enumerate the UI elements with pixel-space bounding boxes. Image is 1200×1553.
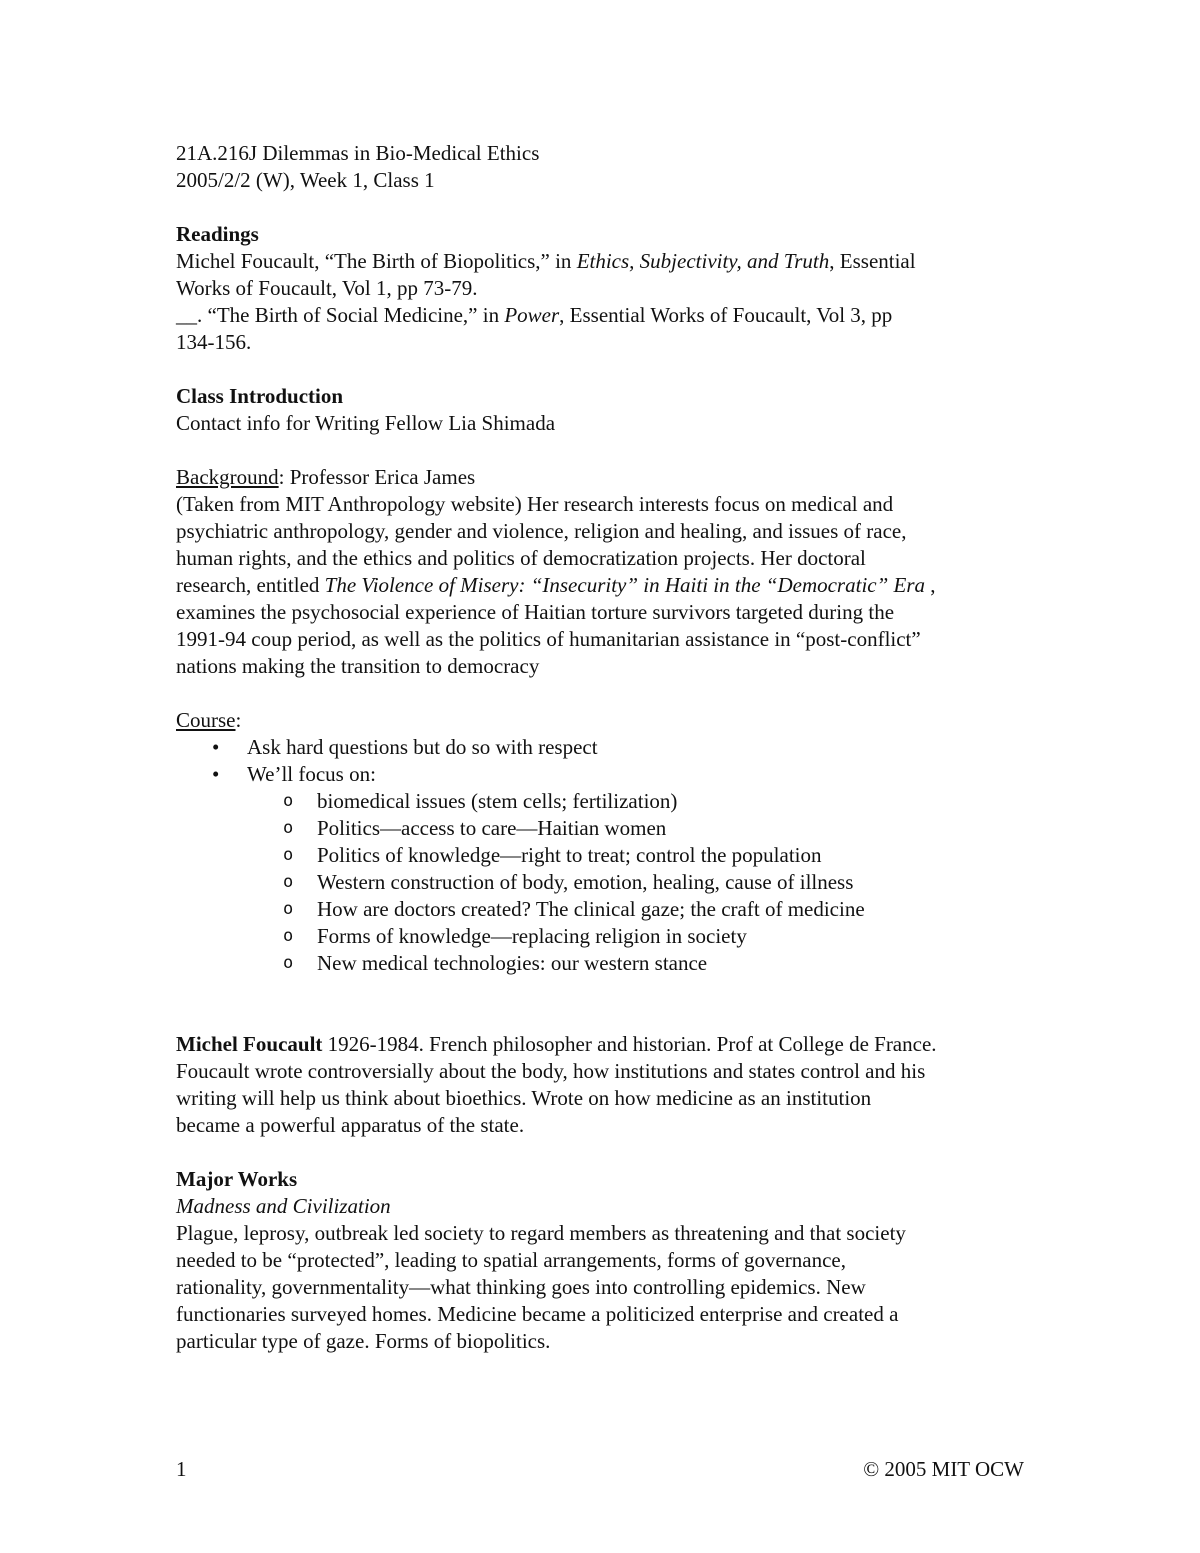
subtopic-text: Politics of knowledge—right to treat; control the population [317,843,822,867]
background-text-7: nations making the transition to democracy [176,654,540,678]
circle-bullet-icon: o [283,791,294,811]
circle-bullet-icon: o [283,872,294,892]
background-professor: : Professor Erica James [278,465,476,489]
document-body [176,140,1046,1355]
bullet-icon: • [212,762,220,786]
session-date: 2005/2/2 (W), Week 1, Class 1 [176,168,435,192]
list-item [176,923,1046,950]
major-works-heading: Major Works [176,1167,298,1191]
work-text-3: rationality, governmentality—what thinking goes into controlling epidemics. New [176,1275,866,1299]
list-item [176,815,1046,842]
circle-bullet-icon: o [283,953,294,973]
copyright-notice: © 2005 MIT OCW [863,1457,1024,1481]
background-text-4b: , [925,573,936,597]
course-line [176,707,1046,734]
background-text-4a: research, entitled [176,573,325,597]
circle-bullet-icon: o [283,818,294,838]
circle-bullet-icon: o [283,899,294,919]
reading-2-book-title: Power [504,303,560,327]
spacer [176,437,1046,464]
background-text-3: human rights, and the ethics and politics of democratization projects. Her doctoral [176,546,866,570]
list-item [176,896,1046,923]
course-label: Course [176,708,236,732]
subtopic-text: Western construction of body, emotion, healing, cause of illness [317,870,854,894]
reading-1-line-1 [176,248,1046,275]
reading-2-line-2: 134-156. [176,330,252,354]
foucault-line-4: became a powerful apparatus of the state. [176,1113,525,1137]
background-text-5: examines the psychosocial experience of Haitian torture survivors targeted during the [176,600,895,624]
background-line [176,464,1046,491]
readings-heading: Readings [176,222,259,246]
subtopic-text: Forms of knowledge—replacing religion in society [317,924,747,948]
reading-2-text-end: , Essential Works of Foucault, Vol 3, pp [559,303,893,327]
reading-2-text: __. “The Birth of Social Medicine,” in [176,303,505,327]
spacer [176,194,1046,221]
list-item [176,761,1046,788]
course-title: 21A.216J Dilemmas in Bio-Medical Ethics [176,141,540,165]
circle-bullet-icon: o [283,926,294,946]
bullet-icon: • [212,735,220,759]
foucault-line-1 [176,1031,1046,1058]
subtopic-text: New medical technologies: our western stance [317,951,708,975]
course-subtopic-list [176,788,1046,977]
class-intro-heading: Class Introduction [176,384,344,408]
reading-1-line-2: Works of Foucault, Vol 1, pp 73-79. [176,276,478,300]
subtopic-text: Politics—access to care—Haitian women [317,816,667,840]
reading-1-book-title: Ethics, Subjectivity, and Truth [576,249,830,273]
background-text-1: (Taken from MIT Anthropology website) Her research interests focus on medical and [176,492,894,516]
spacer [176,356,1046,383]
subtopic-text: How are doctors created? The clinical gaze; the craft of medicine [317,897,865,921]
list-item [176,842,1046,869]
work-text-5: particular type of gaze. Forms of biopolitics. [176,1329,551,1353]
foucault-line-2: Foucault wrote controversially about the body, how institutions and states control and his [176,1059,926,1083]
subtopic-text: biomedical issues (stem cells; fertilization) [317,789,678,813]
background-text-6: 1991-94 coup period, as well as the politics of humanitarian assistance in “post-conflict” [176,627,921,651]
foucault-name: Michel Foucault [176,1032,323,1056]
spacer [176,1139,1046,1166]
list-item [176,950,1046,977]
background-text-2: psychiatric anthropology, gender and violence, religion and healing, and issues of race, [176,519,907,543]
reading-1-text-end: , Essential [829,249,916,273]
course-colon: : [235,708,242,732]
work-text-2: needed to be “protected”, leading to spatial arrangements, forms of governance, [176,1248,846,1272]
list-item [176,734,1046,761]
contact-info: Contact info for Writing Fellow Lia Shimada [176,411,556,435]
foucault-dates: 1926-1984. French philosopher and historian. Prof at College de France. [322,1032,937,1056]
circle-bullet-icon: o [283,845,294,865]
background-text-4 [176,572,1046,599]
foucault-line-3: writing will help us think about bioethics. Wrote on how medicine as an institution [176,1086,872,1110]
reading-1-text: Michel Foucault, “The Birth of Biopolitics,” in [176,249,577,273]
list-item [176,788,1046,815]
course-bullet-list [176,734,1046,788]
bullet-text: We’ll focus on: [247,762,376,786]
dissertation-title: The Violence of Misery: “Insecurity” in Haiti in the “Democratic” Era [324,573,926,597]
work-title: Madness and Civilization [176,1194,391,1218]
work-text-4: functionaries surveyed homes. Medicine became a politicized enterprise and created a [176,1302,899,1326]
reading-2-line-1 [176,302,1046,329]
work-text-1: Plague, leprosy, outbreak led society to regard members as threatening and that society [176,1221,906,1245]
page-number: 1 [176,1457,187,1481]
spacer [176,680,1046,707]
background-label: Background [176,465,279,489]
bullet-text: Ask hard questions but do so with respect [247,735,598,759]
list-item [176,869,1046,896]
spacer [176,977,1046,1031]
